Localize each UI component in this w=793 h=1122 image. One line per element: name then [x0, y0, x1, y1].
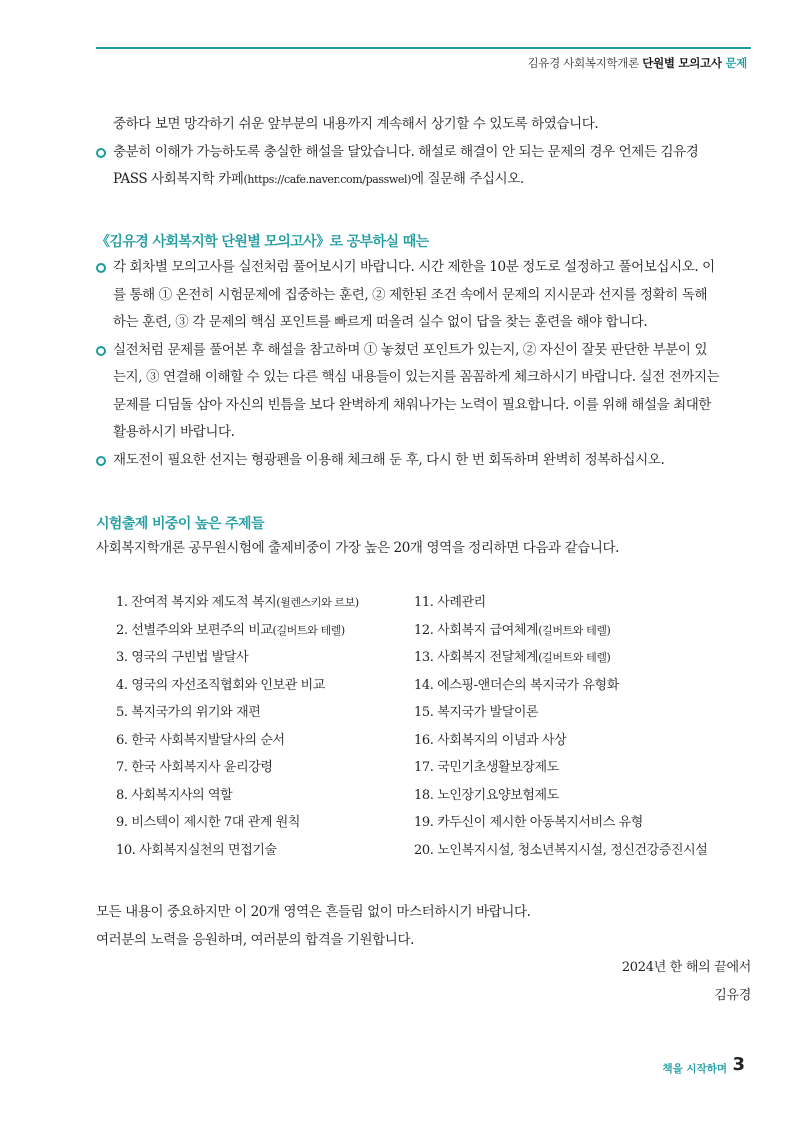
study-bullet: [96, 254, 751, 337]
topic-title: 19. 카두신이 제시한 아동복지서비스 유형: [414, 815, 643, 830]
closing-line-1: 모든 내용이 중요하지만 이 20개 영역은 흔들림 없이 마스터하시기 바랍니다.: [96, 904, 531, 920]
topic-title: 8. 사회복지사의 역할: [116, 787, 233, 803]
topic-title: 7. 한국 사회복지사 윤리강령: [116, 760, 273, 775]
closing-block: [96, 899, 751, 1009]
topic-title: 20. 노인복지시설, 청소년복지시설, 정신건강증진시설: [414, 842, 708, 858]
closing-date: 2024년 한 해의 끝에서: [621, 960, 751, 975]
header-rule: [96, 47, 751, 49]
topic-item: [116, 672, 325, 700]
topic-item: [414, 644, 610, 672]
topic-title: 14. 에스핑-앤더슨의 복지국가 유형화: [414, 677, 619, 693]
topic-row: [116, 617, 736, 645]
study-section-title: 《김유경 사회복지학 단원별 모의고사》로 공부하실 때는: [96, 234, 429, 250]
study-bullet-line: 문제를 디딤돌 삼아 자신의 빈틈을 보다 완벽하게 채워나가는 노력이 필요합니다. 이를 위해 해설을 최대한: [113, 396, 712, 413]
topic-title: 4. 영국의 자선조직협회와 인보관 비교: [116, 677, 325, 693]
topic-row: [116, 809, 736, 837]
topics-list: [116, 589, 736, 864]
topic-item: [414, 809, 643, 837]
study-bullet: [96, 447, 751, 475]
topic-item: [116, 699, 260, 727]
topic-title: 13. 사회복지 전달체계: [414, 650, 539, 665]
footer-section-label: 책을 시작하며: [662, 1063, 727, 1075]
bullet-icon: [96, 346, 106, 356]
header-series: 단원별 모의고사: [642, 56, 722, 70]
topic-row: [116, 672, 736, 700]
topic-title: 6. 한국 사회복지발달사의 순서: [116, 732, 285, 748]
topic-title: 17. 국민기초생활보장제도: [414, 760, 559, 775]
topic-note: (윌렌스키와 르보): [276, 596, 359, 609]
study-bullet-line: 하는 훈련, ③ 각 문제의 핵심 포인트를 빠르게 떠올려 실수 없이 답을 찾는 훈련을 해야 합니다.: [113, 314, 648, 330]
intro-bullet-line2: [113, 166, 751, 194]
topic-item: [116, 837, 277, 865]
topic-title: 15. 복지국가 발달이론: [414, 705, 539, 720]
study-bullet-line: 재도전이 필요한 선지는 형광펜을 이용해 체크해 둔 후, 다시 한 번 회독하며 완벽히 정복하십시오.: [113, 451, 665, 468]
running-header: [527, 55, 747, 71]
study-list: [96, 254, 751, 474]
topic-title: 18. 노인장기요양보험제도: [414, 787, 559, 803]
topic-title: 5. 복지국가의 위기와 재편: [116, 705, 261, 720]
topic-item: [414, 727, 566, 755]
topic-item: [116, 617, 345, 645]
topic-title: 3. 영국의 구빈법 발달사: [116, 650, 249, 665]
topic-row: [116, 782, 736, 810]
topic-item: [414, 782, 559, 810]
topic-title: 11. 사례관리: [414, 595, 486, 610]
topic-note: (길버트와 테렐): [538, 623, 611, 637]
topic-title: 2. 선별주의와 보편주의 비교: [116, 622, 273, 638]
topic-item: [414, 589, 486, 617]
topic-title: 12. 사회복지 급여체계: [414, 622, 539, 638]
topic-title: 1. 잔여적 복지와 제도적 복지: [116, 595, 277, 610]
study-bullet-line: 를 통해 ① 온전히 시험문제에 집중하는 훈련, ② 제한된 조건 속에서 문제의 지시문과 선지를 정확히 독해: [113, 286, 708, 303]
topic-item: [414, 837, 707, 865]
header-section: 문제: [721, 56, 747, 70]
intro-line: 중하다 보면 망각하기 쉬운 앞부분의 내용까지 계속해서 상기할 수 있도록 하였습니다.: [113, 116, 599, 132]
page-number: 3: [732, 1054, 745, 1075]
topic-item: [414, 617, 610, 645]
topic-row: [116, 644, 736, 672]
topic-row: [116, 589, 736, 617]
topic-note: (길버트와 테렐): [538, 651, 611, 664]
topics-intro-block: [96, 535, 751, 563]
topic-item: [116, 589, 359, 617]
study-bullet-line: 실전처럼 문제를 풀어본 후 해설을 참고하며 ① 놓쳤던 포인트가 있는지, ② 자신이 잘못 판단한 부분이 있: [113, 341, 708, 358]
cafe-url: (https://cafe.naver.com/passwel): [243, 173, 412, 186]
topic-item: [116, 809, 300, 837]
topic-item: [414, 754, 559, 782]
closing-line-2: 여러분의 노력을 응원하며, 여러분의 합격을 기원합니다.: [96, 931, 414, 948]
topic-item: [116, 727, 285, 755]
bullet-icon: [96, 263, 106, 273]
topic-row: [116, 699, 736, 727]
topic-note: (길버트와 테렐): [272, 623, 345, 637]
topic-item: [414, 672, 619, 700]
closing-author: 김유경: [714, 987, 751, 1003]
topic-item: [116, 782, 232, 810]
cafe-suffix: 에 질문해 주십시오.: [411, 171, 524, 187]
study-bullet-line: 활용하시기 바랍니다.: [113, 424, 235, 440]
intro-bullet: [96, 139, 751, 194]
study-bullet-line: 는지, ③ 연결해 이해할 수 있는 다른 핵심 내용들이 있는지를 꼼꼼하게 체크하시기 바랍니다. 실전 전까지는: [113, 369, 720, 385]
bullet-icon: [96, 456, 106, 466]
topic-item: [116, 644, 248, 672]
intro-bullet-line1: 충분히 이해가 가능하도록 충실한 해설을 달았습니다. 해설로 해결이 안 되는 문제의 경우 언제든 김유경: [113, 143, 699, 160]
topic-title: 16. 사회복지의 이념과 사상: [414, 732, 567, 748]
topic-item: [116, 754, 273, 782]
topic-row: [116, 727, 736, 755]
study-bullet: [96, 337, 751, 447]
topic-row: [116, 837, 736, 865]
bullet-icon: [96, 148, 106, 158]
study-bullet-line: 각 회차별 모의고사를 실전처럼 풀어보시기 바랍니다. 시간 제한을 10분 정도로 설정하고 풀어보십시오. 이: [113, 259, 715, 275]
topic-title: 10. 사회복지실천의 면접기술: [116, 842, 277, 858]
topics-intro: 사회복지학개론 공무원시험에 출제비중이 가장 높은 20개 영역을 정리하면 다음과 같습니다.: [96, 540, 620, 556]
topic-title: 9. 비스텍이 제시한 7대 관계 원칙: [116, 815, 301, 830]
header-book-title: 김유경 사회복지학개론: [527, 56, 643, 70]
topic-item: [414, 699, 538, 727]
intro-block: [96, 111, 751, 194]
topic-row: [116, 754, 736, 782]
topics-section-title: 시험출제 비중이 높은 주제들: [96, 516, 264, 532]
cafe-name: PASS 사회복지학 카페: [113, 171, 244, 187]
